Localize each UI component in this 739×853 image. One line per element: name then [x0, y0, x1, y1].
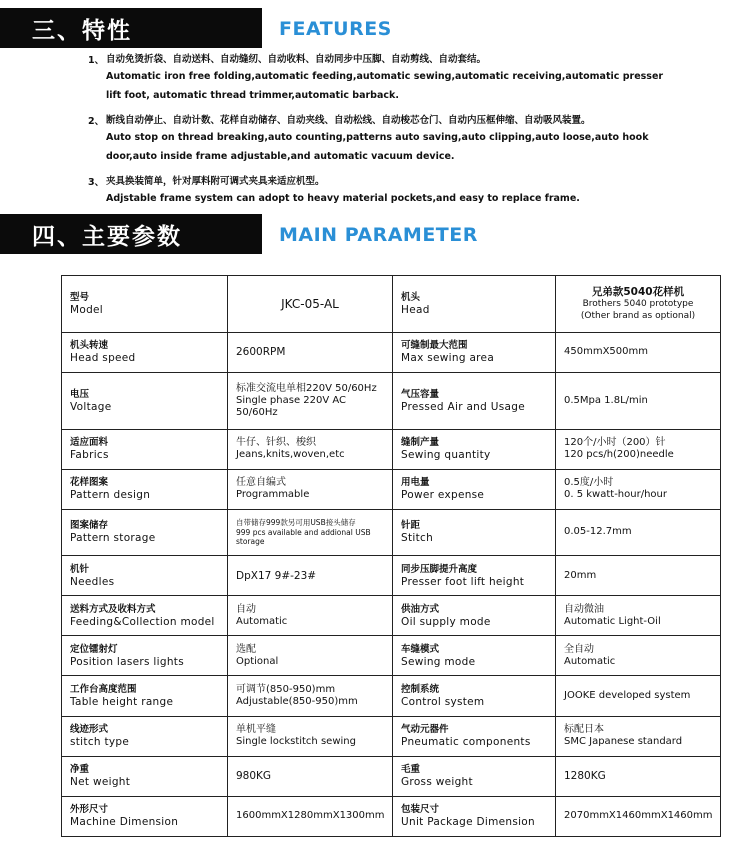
feature-text-en: Adjstable frame system can adopt to heavy material pockets,and easy to replace frame. — [106, 193, 580, 204]
param-label: 定位镭射灯 Position lasers lights — [62, 636, 228, 676]
param-value: 标配日本 SMC Japanese standard — [556, 716, 721, 756]
param-label: 机头 Head — [393, 276, 556, 333]
param-value: 全自动 Automatic — [556, 636, 721, 676]
feature-item-2 — [88, 113, 688, 166]
param-label: 供油方式 Oil supply mode — [393, 596, 556, 636]
param-label: 同步压脚提升高度 Presser foot lift height — [393, 556, 556, 596]
feature-number: 2、 — [88, 116, 105, 127]
param-value: 0.5度/小时 0. 5 kwatt-hour/hour — [556, 469, 721, 509]
param-value: 2600RPM — [228, 332, 393, 372]
param-value: 标准交流电单相220V 50/60Hz Single phase 220V AC 50/60Hz — [228, 372, 393, 429]
param-label: 机针 Needles — [62, 556, 228, 596]
param-value: 450mmX500mm — [556, 332, 721, 372]
table-row — [62, 276, 721, 333]
table-row — [62, 372, 721, 429]
table-row — [62, 429, 721, 469]
table-row — [62, 509, 721, 555]
param-value: 牛仔、针织、梭织 Jeans,knits,woven,etc — [228, 429, 393, 469]
param-value: JOOKE developed system — [556, 676, 721, 716]
param-value: 选配 Optional — [228, 636, 393, 676]
features-list — [88, 52, 688, 216]
param-label: 包装尺寸 Unit Package Dimension — [393, 796, 556, 836]
param-label: 工作台高度范围 Table height range — [62, 676, 228, 716]
param-label: 控制系统 Control system — [393, 676, 556, 716]
param-label: 适应面料 Fabrics — [62, 429, 228, 469]
param-label: 型号 Model — [62, 276, 228, 333]
param-value: 0.05-12.7mm — [556, 509, 721, 555]
param-value: 2070mmX1460mmX1460mm — [556, 796, 721, 836]
param-value: DpX17 9#-23# — [228, 556, 393, 596]
param-label: 电压 Voltage — [62, 372, 228, 429]
param-value: 20mm — [556, 556, 721, 596]
feature-item-3 — [88, 174, 688, 208]
param-label: 送料方式及收料方式 Feeding&Collection model — [62, 596, 228, 636]
param-label: 气动元器件 Pneumatic components — [393, 716, 556, 756]
param-value: 单机平缝 Single lockstitch sewing — [228, 716, 393, 756]
params-header — [0, 214, 739, 254]
table-row — [62, 332, 721, 372]
param-value: 兄弟款5040花样机 Brothers 5040 prototype (Other brand as optional) — [556, 276, 721, 333]
param-label: 花样图案 Pattern design — [62, 469, 228, 509]
param-value: 1600mmX1280mmX1300mm — [228, 796, 393, 836]
table-row — [62, 556, 721, 596]
features-header-bar — [0, 8, 262, 48]
feature-text-cn: 自动免烫折袋、自动送料、自动缝纫、自动收料、自动同步中压脚、自动剪线、自动套结。 — [106, 54, 487, 65]
feature-item-1 — [88, 52, 688, 105]
features-title-en: FEATURES — [279, 18, 392, 40]
param-value: 任意自编式 Programmable — [228, 469, 393, 509]
features-header — [0, 8, 739, 48]
param-label: 毛重 Gross weight — [393, 756, 556, 796]
param-value: JKC-05-AL — [228, 276, 393, 333]
table-row — [62, 796, 721, 836]
param-label: 机头转速 Head speed — [62, 332, 228, 372]
param-value: 980KG — [228, 756, 393, 796]
table-row — [62, 716, 721, 756]
table-row — [62, 469, 721, 509]
parameter-table — [61, 275, 721, 837]
param-value: 120个/小时（200）针 120 pcs/h(200)needle — [556, 429, 721, 469]
feature-text-en: Automatic iron free folding,automatic feeding,automatic sewing,automatic receiving,automatic presser lift foot, automatic thread trimmer,automatic barback. — [106, 71, 664, 101]
table-row — [62, 596, 721, 636]
param-label: 净重 Net weight — [62, 756, 228, 796]
table-row — [62, 756, 721, 796]
feature-text-en: Auto stop on thread breaking,auto counting,patterns auto saving,auto clipping,auto loose,auto hook door,auto inside frame adjustable,and automatic vacuum device. — [106, 132, 649, 162]
param-label: 车缝模式 Sewing mode — [393, 636, 556, 676]
features-title-cn: 三、特性 — [32, 18, 132, 44]
param-value: 0.5Mpa 1.8L/min — [556, 372, 721, 429]
param-value: 可调节(850-950)mm Adjustable(850-950)mm — [228, 676, 393, 716]
feature-text-cn: 夹具换装简单，针对厚料附可调式夹具来适应机型。 — [106, 176, 325, 187]
params-title-cn: 四、主要参数 — [32, 224, 182, 250]
param-label: 针距 Stitch — [393, 509, 556, 555]
feature-text-cn: 断线自动停止、自动计数、花样自动储存、自动夹线、自动松线、自动梭芯仓门、自动内压框伸缩、自动吸风装置。 — [106, 115, 591, 126]
param-value: 自带储存999款另可用USB接头储存 999 pcs available and addional USB storage — [228, 509, 393, 555]
param-value: 自动 Automatic — [228, 596, 393, 636]
param-label: 用电量 Power expense — [393, 469, 556, 509]
param-value: 自动微油 Automatic Light-Oil — [556, 596, 721, 636]
param-label: 外形尺寸 Machine Dimension — [62, 796, 228, 836]
param-label: 线迹形式 stitch type — [62, 716, 228, 756]
param-label: 缝制产量 Sewing quantity — [393, 429, 556, 469]
table-row — [62, 676, 721, 716]
feature-number: 1、 — [88, 55, 105, 66]
param-label: 可缝制最大范围 Max sewing area — [393, 332, 556, 372]
params-header-bar — [0, 214, 262, 254]
feature-number: 3、 — [88, 177, 105, 188]
params-title-en: MAIN PARAMETER — [279, 224, 478, 246]
table-row — [62, 636, 721, 676]
param-value: 1280KG — [556, 756, 721, 796]
param-label: 气压容量 Pressed Air and Usage — [393, 372, 556, 429]
param-label: 图案储存 Pattern storage — [62, 509, 228, 555]
